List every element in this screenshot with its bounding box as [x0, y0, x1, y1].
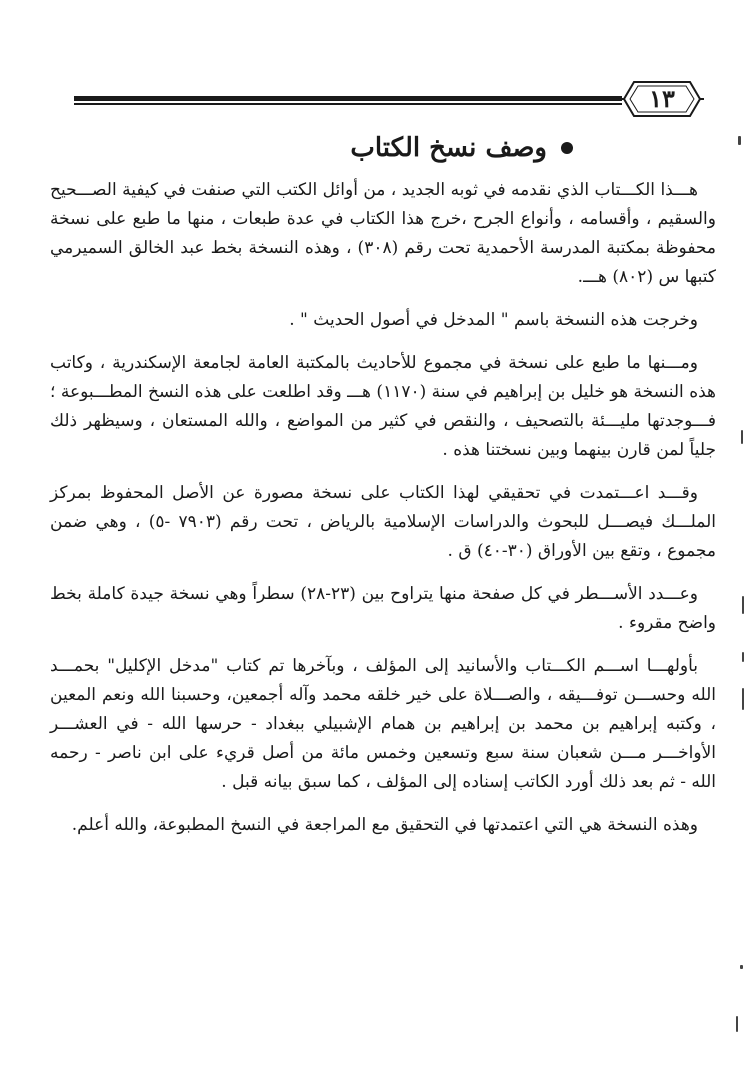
- scan-speck: [740, 965, 743, 969]
- bullet-icon: [561, 142, 573, 154]
- scan-speck: [736, 1016, 738, 1032]
- scan-speck: [742, 688, 744, 710]
- paragraph: هـــذا الكـــتاب الذي نقدمه في ثوبه الجديد ، من أوائل الكتب التي صنفت في كيفية الصـــحيح والسقيم ، وأقسامه ، وأنواع الجرح ،خرج هذا الكتاب في عدة طبعات ، منها ما طبع على نسخة محفوظة بمكتبة المدرسة الأحمدية تحت رقم (٣٠٨) ، وهذه النسخة بخط عبد الخالق السميرمي كتبها س (٨٠٢) هـــ.: [50, 180, 716, 287]
- paragraph: وهذه النسخة هي التي اعتمدتها في التحقيق مع المراجعة في النسخ المطبوعة، والله أعلم.: [71, 815, 698, 835]
- scan-speck: [742, 652, 744, 662]
- page-number-ornament: [620, 76, 704, 122]
- page-number: ١٣: [649, 84, 675, 113]
- paragraph: بأولهـــا اســـم الكـــتاب والأسانيد إلى المؤلف ، وبآخرها تم كتاب "مدخل الإكليل" بحمـــد الله وحســـن توفـــيقه ، والصـــلاة على خير خلقه محمد وآله أجمعين، وحسبنا الله ونعم المعين ، وكتبه إبراهيم بن محمد بن إبراهيم بن همام الإشبيلي ببغداد - حرسها الله - في العشـــر الأواخـــر مـــن شعبان سنة سبع وتسعين وخمس مائة من أصل قريء على ابن ناصر - رحمه الله - ثم بعد ذلك أورد الكاتب إسناده إلى المؤلف ، كما سبق بيانه قبل .: [50, 656, 716, 792]
- header-rule: [74, 96, 622, 105]
- header-rule-thin: [74, 103, 622, 105]
- section-heading: [350, 128, 573, 168]
- scan-speck: [741, 430, 743, 444]
- paragraph: ومـــنها ما طبع على نسخة في مجموع للأحاديث بالمكتبة العامة لجامعة الإسكندرية ، وكاتب هذه النسخة هو خليل بن إبراهيم في سنة (١١٧٠) هـــ وقد اطلعت على هذه النسخ المطـــبوعة ؛ فـــوجدتها مليـــئة بالتصحيف ، والنقص في كثير من المواضع ، والله المستعان ، وسيظهر ذلك جلياً لمن قارن بينهما وبين نسختنا هذه .: [50, 353, 716, 460]
- heading-text: وصف نسخ الكتاب: [350, 133, 547, 163]
- header-rule-thick: [74, 96, 622, 101]
- scan-speck: [738, 136, 741, 145]
- paragraph: وعـــدد الأســـطر في كل صفحة منها يتراوح بين (٢٣-٢٨) سطراً وهي نسخة جيدة كاملة بخط واضح مقروء .: [50, 584, 716, 633]
- paragraph: وقـــد اعـــتمدت في تحقيقي لهذا الكتاب على نسخة مصورة عن الأصل المحفوظ بمركز الملـــك فيصـــل للبحوث والدراسات الإسلامية بالرياض ، تحت رقم (٧٩٠٣ -٥) ، وهي ضمن مجموع ، وتقع بين الأوراق (٣٠-٤٠) ق .: [50, 483, 716, 561]
- scan-speck: [742, 596, 744, 614]
- paragraph: وخرجت هذه النسخة باسم " المدخل في أصول الحديث " .: [289, 310, 698, 330]
- body-text: [50, 176, 716, 840]
